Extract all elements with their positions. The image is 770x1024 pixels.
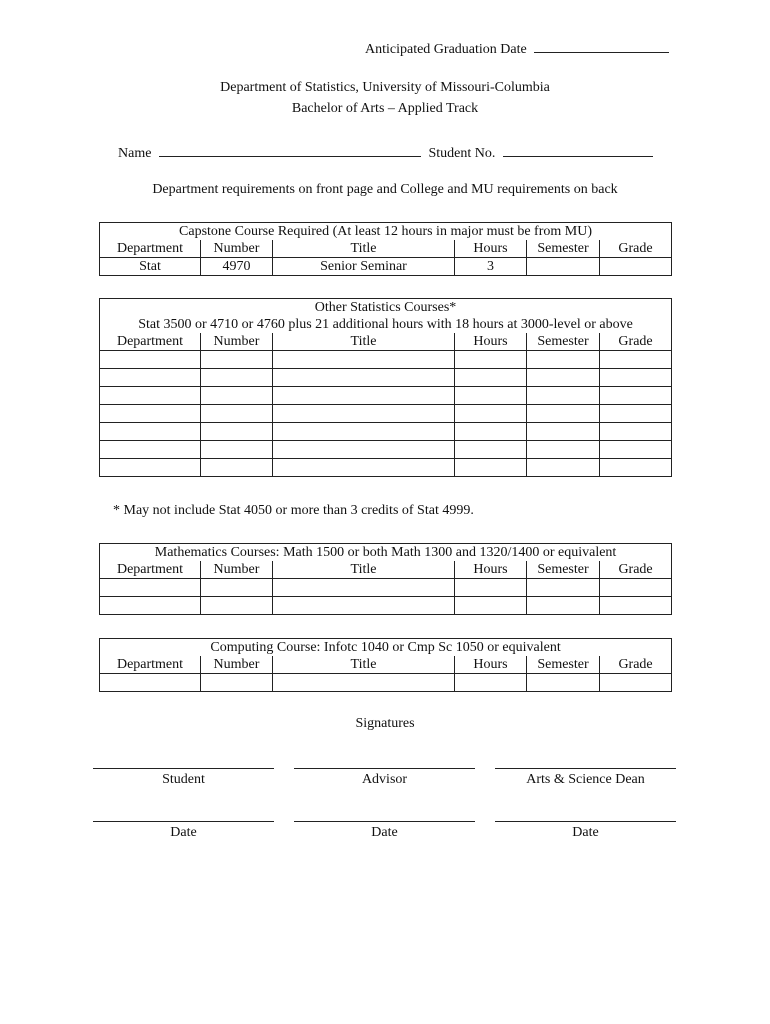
column-header: Title [273,561,455,579]
column-header: Grade [600,656,672,674]
cell-hours[interactable] [455,405,527,423]
cell-department[interactable] [100,369,201,387]
other-stats-table [99,298,672,477]
cell-title[interactable] [273,597,455,615]
column-header: Semester [527,656,600,674]
table-row [100,387,672,405]
dean-signature-label: Arts & Science Dean [526,772,645,787]
cell-number[interactable] [201,459,273,477]
cell-hours[interactable] [455,423,527,441]
cell-title: Senior Seminar [273,258,455,276]
cell-semester[interactable] [527,441,600,459]
cell-grade[interactable] [600,405,672,423]
student-signature-line[interactable] [93,768,274,769]
cell-title[interactable] [273,369,455,387]
column-header: Hours [455,240,527,258]
column-header: Department [100,656,201,674]
requirements-note: Department requirements on front page and College and MU requirements on back [152,182,618,197]
cell-grade[interactable] [600,579,672,597]
cell-hours[interactable] [455,459,527,477]
cell-number[interactable] [201,441,273,459]
column-header: Department [100,240,201,258]
column-header: Number [201,333,273,351]
column-header: Semester [527,561,600,579]
table-row [100,579,672,597]
cell-number[interactable] [201,405,273,423]
cell-semester[interactable] [527,579,600,597]
table-row [100,441,672,459]
capstone-header-row [100,240,672,258]
table-row [100,369,672,387]
department-title: Department of Statistics, University of Missouri-Columbia [220,80,550,95]
cell-hours[interactable] [455,441,527,459]
capstone-table [99,222,672,276]
column-header: Department [100,561,201,579]
other-stats-footnote: * May not include Stat 4050 or more than 3 credits of Stat 4999. [113,503,474,518]
cell-hours[interactable] [455,387,527,405]
column-header: Title [273,240,455,258]
cell-department[interactable] [100,459,201,477]
cell-title[interactable] [273,351,455,369]
cell-semester[interactable] [527,674,600,692]
column-header: Grade [600,240,672,258]
math-header-row [100,561,672,579]
degree-title: Bachelor of Arts – Applied Track [291,101,479,116]
advisor-date-line[interactable] [294,821,475,822]
cell-title[interactable] [273,441,455,459]
cell-semester[interactable] [527,597,600,615]
graduation-date-blank[interactable] [534,38,669,53]
column-header: Semester [527,333,600,351]
cell-semester[interactable] [527,258,600,276]
cell-hours[interactable] [455,351,527,369]
cell-semester[interactable] [527,387,600,405]
column-header: Hours [455,333,527,351]
dean-date-label: Date [572,825,599,840]
table-row [100,405,672,423]
cell-department[interactable] [100,674,201,692]
cell-number[interactable] [201,674,273,692]
cell-grade[interactable] [600,258,672,276]
cell-grade[interactable] [600,423,672,441]
table-row [100,597,672,615]
cell-department[interactable] [100,441,201,459]
dean-date-line[interactable] [495,821,676,822]
cell-grade[interactable] [600,459,672,477]
cell-semester[interactable] [527,423,600,441]
other-stats-subcaption: Stat 3500 or 4710 or 4760 plus 21 additional hours with 18 hours at 3000-level or above [100,316,672,333]
cell-grade[interactable] [600,674,672,692]
cell-hours[interactable] [455,674,527,692]
cell-title[interactable] [273,459,455,477]
cell-number[interactable] [201,423,273,441]
cell-title[interactable] [273,387,455,405]
name-blank[interactable] [159,142,421,157]
dean-signature-line[interactable] [495,768,676,769]
cell-title[interactable] [273,405,455,423]
cell-title[interactable] [273,674,455,692]
cell-grade[interactable] [600,351,672,369]
cell-grade[interactable] [600,387,672,405]
computing-table [99,638,672,692]
cell-semester[interactable] [527,459,600,477]
cell-hours[interactable] [455,369,527,387]
column-header: Semester [527,240,600,258]
column-header: Hours [455,561,527,579]
student-signature-label: Student [162,772,205,787]
cell-department[interactable] [100,597,201,615]
name-field[interactable] [118,142,653,162]
column-header: Grade [600,561,672,579]
cell-title[interactable] [273,423,455,441]
cell-department[interactable] [100,405,201,423]
capstone-caption: Capstone Course Required (At least 12 hours in major must be from MU) [100,223,672,241]
advisor-date-label: Date [371,825,398,840]
student-no-label: Student No. [428,146,496,161]
cell-department[interactable] [100,387,201,405]
student-date-line[interactable] [93,821,274,822]
cell-department[interactable] [100,351,201,369]
column-header: Title [273,333,455,351]
student-no-blank[interactable] [503,142,653,157]
signatures-title: Signatures [355,716,415,731]
column-header: Title [273,656,455,674]
table-row [100,459,672,477]
math-caption: Mathematics Courses: Math 1500 or both Math 1300 and 1320/1400 or equivalent [100,544,672,562]
cell-number[interactable] [201,597,273,615]
cell-number[interactable] [201,351,273,369]
advisor-signature-label: Advisor [361,772,408,787]
cell-hours[interactable] [455,579,527,597]
column-header: Hours [455,656,527,674]
advisor-signature-line[interactable] [294,768,475,769]
cell-number[interactable] [201,369,273,387]
cell-department[interactable] [100,579,201,597]
cell-department: Stat [100,258,201,276]
computing-caption: Computing Course: Infotc 1040 or Cmp Sc 1050 or equivalent [100,639,672,657]
cell-number[interactable] [201,579,273,597]
computing-header-row [100,656,672,674]
column-header: Number [201,561,273,579]
name-label: Name [118,146,152,161]
cell-hours: 3 [455,258,527,276]
graduation-date-label: Anticipated Graduation Date [365,42,527,57]
other-stats-caption: Other Statistics Courses* [100,299,672,317]
other-stats-header-row [100,333,672,351]
cell-hours[interactable] [455,597,527,615]
cell-semester[interactable] [527,405,600,423]
column-header: Department [100,333,201,351]
column-header: Number [201,656,273,674]
cell-department[interactable] [100,423,201,441]
math-table [99,543,672,615]
graduation-date-field[interactable] [365,38,669,58]
table-row [100,423,672,441]
table-row [100,258,672,276]
cell-number[interactable] [201,387,273,405]
table-row [100,351,672,369]
cell-semester[interactable] [527,351,600,369]
cell-grade[interactable] [600,597,672,615]
cell-grade[interactable] [600,441,672,459]
column-header: Number [201,240,273,258]
student-date-label: Date [170,825,197,840]
column-header: Grade [600,333,672,351]
cell-number: 4970 [201,258,273,276]
cell-grade[interactable] [600,369,672,387]
cell-title[interactable] [273,579,455,597]
cell-semester[interactable] [527,369,600,387]
table-row [100,674,672,692]
